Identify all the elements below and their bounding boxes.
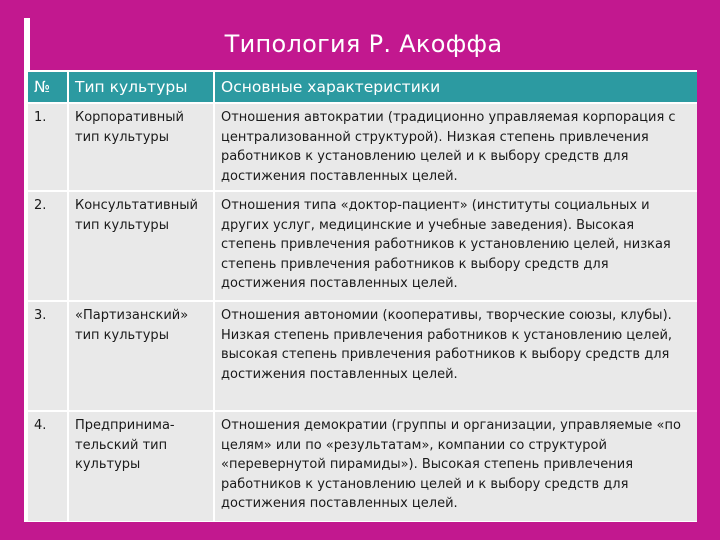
table-row (28, 301, 697, 411)
row-characteristics: Отношения демократии (группы и организации, управляемые «по целям» или по «результатам», компании со структурой «перевернутой пирамиды»). Высокая степень привлечения работников к установлению целей и к выбору средств для достижения поставленных целей. (214, 411, 697, 521)
row-characteristics: Отношения автономии (кооперативы, творческие союзы, клубы). Низкая степень привлечения работников к установлению целей, высокая степень привлечения работников к выбору средств для достижения поставленных целей. (214, 301, 697, 411)
header-culture-type: Тип культуры (68, 72, 214, 103)
header-number: № (28, 72, 68, 103)
table-row (28, 411, 697, 521)
row-number: 2. (28, 191, 68, 301)
row-characteristics: Отношения типа «доктор-пациент» (институты социальных и других услуг, медицинские и учебные заведения). Высокая степень привлечения работников к установлению целей, низкая степень привлечения работников к выбору средств для достижения поставленных целей. (214, 191, 697, 301)
row-number: 4. (28, 411, 68, 521)
row-culture-type: «Партизанский» тип культуры (68, 301, 214, 411)
row-culture-type: Корпоративный тип культуры (68, 103, 214, 191)
row-number: 1. (28, 103, 68, 191)
table-row (28, 191, 697, 301)
header-characteristics: Основные характеристики (214, 72, 697, 103)
table-header-row (28, 72, 697, 103)
slide-title: Типология Р. Акоффа (30, 18, 697, 70)
row-culture-type: Предпринима-тельский тип культуры (68, 411, 214, 521)
table-container (24, 72, 697, 522)
row-number: 3. (28, 301, 68, 411)
row-culture-type: Консультативный тип культуры (68, 191, 214, 301)
table-row (28, 103, 697, 191)
row-characteristics: Отношения автократии (традиционно управляемая корпорация с централизованной структурой). Низкая степень привлечения работников к установлению целей и к выбору средств для достижения поставленных целей. (214, 103, 697, 191)
akoff-typology-table (28, 72, 697, 521)
